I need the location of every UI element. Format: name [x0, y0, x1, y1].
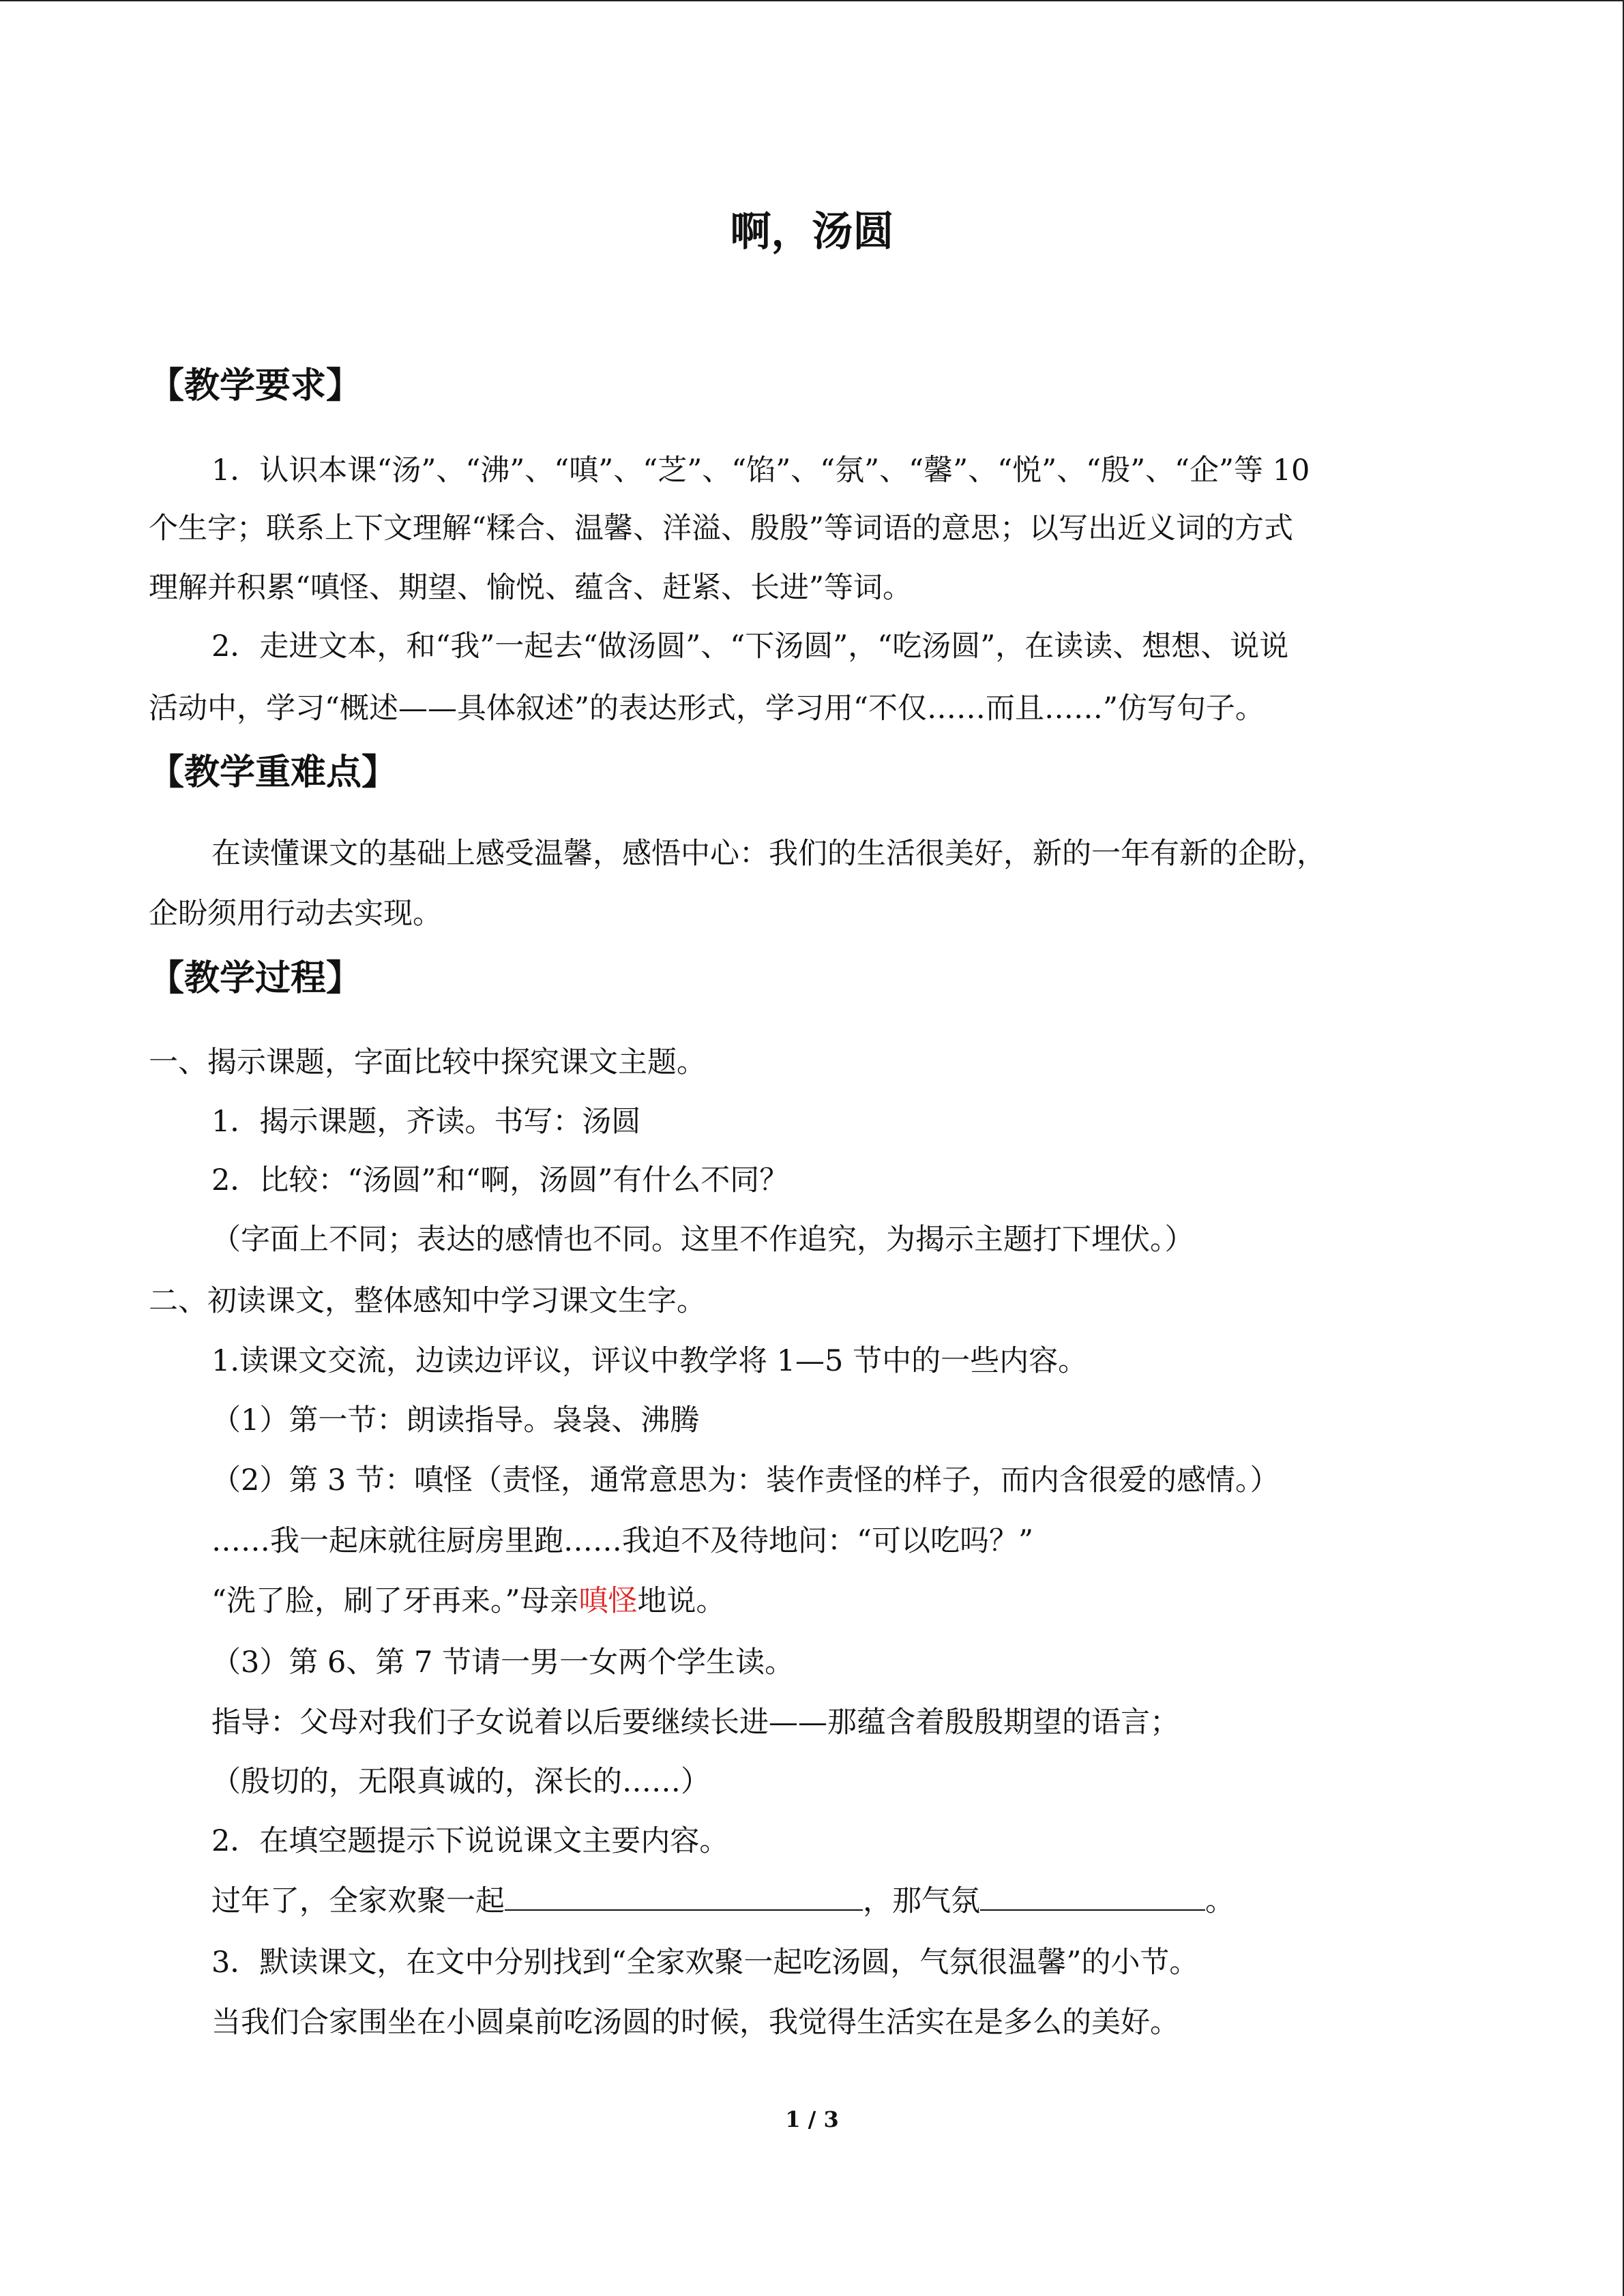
requirements-line: 理解并积累“嗔怪、期望、愉悦、蕴含、赶紧、长进”等词。: [149, 571, 912, 605]
blank-1: [505, 1882, 863, 1911]
process-line: （字面上不同；表达的感情也不同。这里不作追究，为揭示主题打下埋伏。）: [211, 1223, 1194, 1257]
process-line: 当我们合家围坐在小圆桌前吃汤圆的时候，我觉得生活实在是多么的美好。: [211, 2006, 1179, 2040]
heading-key-difficulties: 【教学重难点】: [149, 751, 398, 793]
process-line: （1）第一节：朗读指导。袅袅、沸腾: [211, 1403, 700, 1437]
requirements-line: 活动中，学习“概述——具体叙述”的表达形式，学习用“不仅……而且……”仿写句子。: [149, 691, 1265, 726]
heading-teaching-requirements: 【教学要求】: [149, 365, 362, 406]
process-line: ……我一起床就往厨房里跑……我迫不及待地问：“可以吃吗？”: [211, 1524, 1033, 1558]
quote-text-after: 地说。: [637, 1584, 726, 1618]
process-part1-title: 一、揭示课题，字面比较中探究课文主题。: [149, 1045, 706, 1079]
highlighted-word: 嗔怪: [578, 1584, 638, 1618]
blank-2: [980, 1882, 1205, 1911]
page-number: 1 / 3: [785, 2106, 839, 2132]
quote-line: [211, 1581, 725, 1622]
process-line: （3）第 6、第 7 节请一男一女两个学生读。: [211, 1645, 795, 1680]
difficulties-line: 企盼须用行动去实现。: [149, 897, 442, 931]
process-line: 2．比较：“汤圆”和“啊，汤圆”有什么不同？: [211, 1163, 789, 1197]
fill-text-3: 。: [1205, 1884, 1235, 1918]
requirements-line: 2．走进文本，和“我”一起去“做汤圆”、“下汤圆”，“吃汤圆”，在读读、想想、说说: [211, 629, 1289, 664]
document-title: 啊，汤圆: [730, 208, 894, 256]
heading-teaching-process: 【教学过程】: [149, 957, 362, 999]
process-line: 1.读课文交流，边读边评议，评议中教学将 1—5 节中的一些内容。: [211, 1344, 1088, 1378]
page-top-border: [0, 0, 1624, 1]
requirements-line: 个生字；联系上下文理解“糅合、温馨、洋溢、殷殷”等词语的意思；以写出近义词的方式: [149, 511, 1293, 546]
fill-text-1: 过年了，全家欢聚一起: [211, 1884, 505, 1918]
difficulties-line: 在读懂课文的基础上感受温馨，感悟中心：我们的生活很美好，新的一年有新的企盼，: [211, 837, 1326, 871]
process-part2-title: 二、初读课文，整体感知中学习课文生字。: [149, 1284, 706, 1318]
process-line: 2．在填空题提示下说说课文主要内容。: [211, 1824, 729, 1858]
quote-text-before: “洗了脸，刷了牙再来。”母亲: [211, 1584, 579, 1618]
process-line: （2）第 3 节：嗔怪（责怪，通常意思为：装作责怪的样子，而内含很爱的感情。）: [211, 1463, 1280, 1497]
fill-text-2: ，那气氛: [863, 1884, 980, 1918]
process-line: 1．揭示课题，齐读。书写：汤圆: [211, 1105, 641, 1139]
requirements-line: 1．认识本课“汤”、“沸”、“嗔”、“芝”、“馅”、“氛”、“馨”、“悦”、“殷”、“企”等 10: [211, 453, 1310, 488]
process-line: 指导：父母对我们子女说着以后要继续长进——那蕴含着殷殷期望的语言；: [211, 1705, 1179, 1740]
fill-in-blank-line: [211, 1881, 1235, 1922]
process-line: （殷切的，无限真诚的，深长的……）: [211, 1765, 710, 1799]
process-line: 3．默读课文，在文中分别找到“全家欢聚一起吃汤圆，气氛很温馨”的小节。: [211, 1945, 1199, 1980]
